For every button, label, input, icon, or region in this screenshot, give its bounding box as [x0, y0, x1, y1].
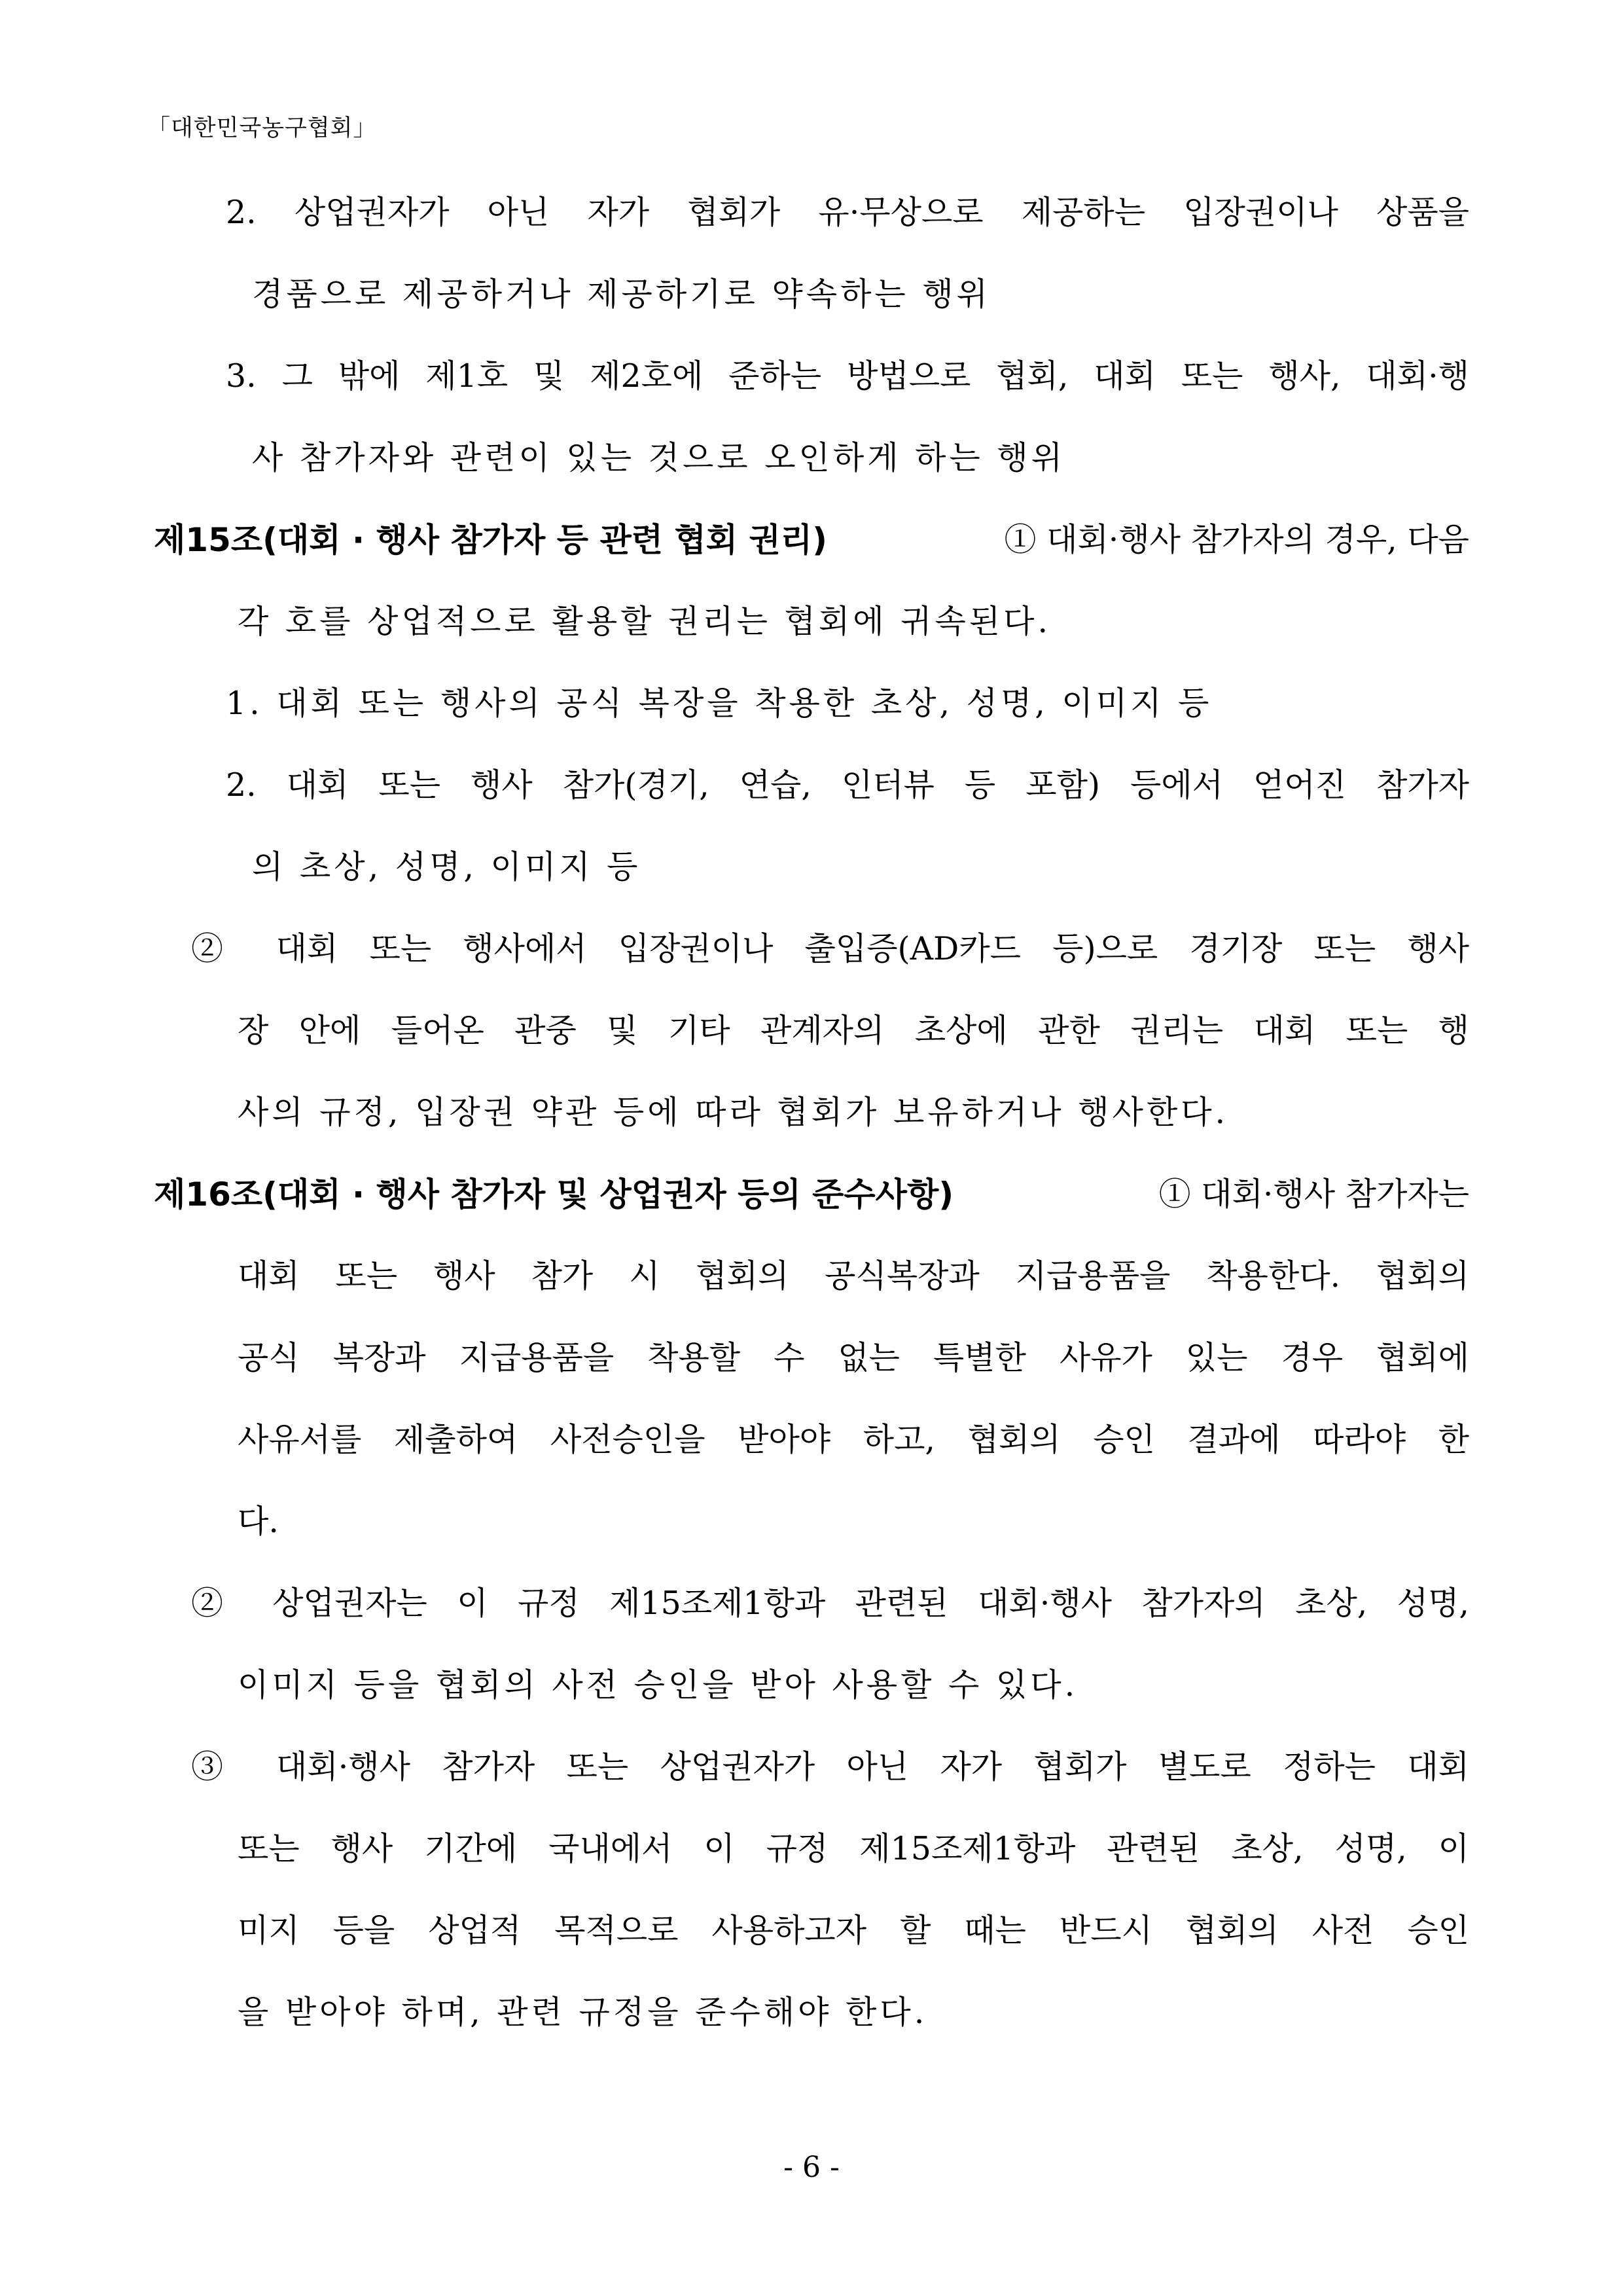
- article-16-line-4: 사유서를 제출하여 사전승인을 받아야 하고, 협회의 승인 결과에 따라야 한: [238, 1421, 1469, 1458]
- article-16-paragraph-3-line-3: 미지 등을 상업적 목적으로 사용하고자 할 때는 반드시 협회의 사전 승인: [238, 1912, 1469, 1949]
- article-15-item-2-line-2: 의 초상, 성명, 이미지 등: [252, 848, 641, 886]
- article-15-item-1: 1. 대회 또는 행사의 공식 복장을 착용한 초상, 성명, 이미지 등: [226, 685, 1213, 722]
- item-2-line-2: 경품으로 제공하거나 제공하기로 약속하는 행위: [252, 276, 991, 313]
- article-15-paragraph-2-line-1: ② 대회 또는 행사에서 입장권이나 출입증(AD카드 등)으로 경기장 또는 행사: [191, 930, 1469, 967]
- article-15-title: 제15조(대회 · 행사 참가자 등 관련 협회 권리): [154, 521, 827, 559]
- article-15-paragraph-2-line-2: 장 안에 들어온 관중 및 기타 관계자의 초상에 관한 권리는 대회 또는 행: [238, 1012, 1469, 1049]
- item-3-line-1: 3. 그 밖에 제1호 및 제2호에 준하는 방법으로 협회, 대회 또는 행사, 대회·행: [226, 357, 1469, 395]
- item-3-line-2: 사 참가자와 관련이 있는 것으로 오인하게 하는 행위: [252, 439, 1066, 476]
- article-15-first-line: [154, 514, 1469, 566]
- article-15-line-2: 각 호를 상업적으로 활용할 권리는 협회에 귀속된다.: [238, 603, 1052, 640]
- article-16-paragraph-3-line-2: 또는 행사 기간에 국내에서 이 규정 제15조제1항과 관련된 초상, 성명, 이: [238, 1830, 1469, 1867]
- article-16-paragraph-2-line-1: ② 상업권자는 이 규정 제15조제1항과 관련된 대회·행사 참가자의 초상, 성명,: [191, 1585, 1469, 1622]
- article-16-paragraph-1-start: ① 대회·행사 참가자는: [1158, 1175, 1469, 1213]
- document-header: 「대한민국농구협회」: [147, 115, 377, 141]
- article-15-item-2-line-1: 2. 대회 또는 행사 참가(경기, 연습, 인터뷰 등 포함) 등에서 얻어진 참가자: [226, 766, 1469, 804]
- page-number: - 6 -: [783, 2151, 840, 2184]
- article-16-first-line: [154, 1168, 1469, 1221]
- article-16-line-3: 공식 복장과 지급용품을 착용할 수 없는 특별한 사유가 있는 경우 협회에: [238, 1339, 1469, 1376]
- item-2-line-1: 2. 상업권자가 아닌 자가 협회가 유·무상으로 제공하는 입장권이나 상품을: [226, 194, 1469, 231]
- article-15-paragraph-1-start: ① 대회·행사 참가자의 경우, 다음: [1004, 521, 1469, 558]
- article-15-paragraph-2-line-3: 사의 규정, 입장권 약관 등에 따라 협회가 보유하거나 행사한다.: [238, 1094, 1229, 1131]
- article-16-paragraph-2-line-2: 이미지 등을 협회의 사전 승인을 받아 사용할 수 있다.: [238, 1666, 1079, 1704]
- article-16-line-5: 다.: [238, 1503, 279, 1540]
- article-16-line-2: 대회 또는 행사 참가 시 협회의 공식복장과 지급용품을 착용한다. 협회의: [238, 1257, 1469, 1295]
- article-16-title: 제16조(대회 · 행사 참가자 및 상업권자 등의 준수사항): [154, 1175, 954, 1213]
- article-16-paragraph-3-line-4: 을 받아야 하며, 관련 규정을 준수해야 한다.: [238, 1994, 928, 2031]
- article-16-paragraph-3-line-1: ③ 대회·행사 참가자 또는 상업권자가 아닌 자가 협회가 별도로 정하는 대회: [191, 1748, 1469, 1785]
